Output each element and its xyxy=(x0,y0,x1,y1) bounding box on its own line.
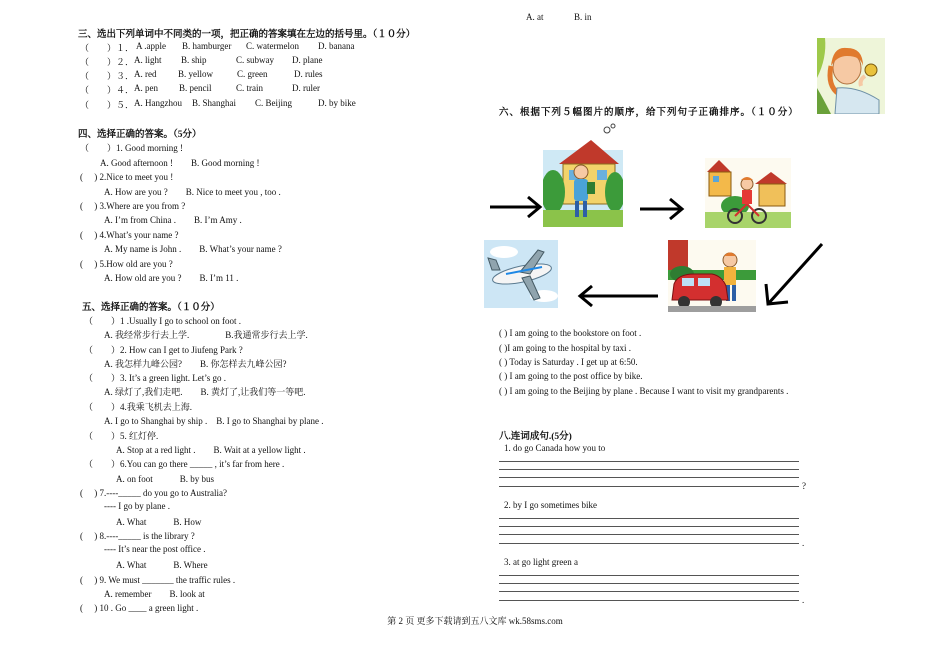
sec4-q2[interactable]: ( ) 2.Nice to meet you ! xyxy=(80,172,174,182)
answer-line[interactable] xyxy=(499,600,799,601)
sec5-q10[interactable]: ( ) 10 . Go ____ a green light . xyxy=(80,603,199,613)
sec5-opts1: A. 我经常步行去上学. B.我通常步行去上学. xyxy=(104,330,308,340)
sec5-opts4: A. I go to Shanghai by ship . B. I go to Shanghai by plane . xyxy=(104,416,324,426)
picture-girl-waking xyxy=(817,38,885,114)
top-opt-b: B. in xyxy=(574,12,592,22)
sec3-opt-d-5: D. by bike xyxy=(318,98,356,108)
arrow-down-left xyxy=(760,240,824,310)
sec4-q5[interactable]: ( ) 5.How old are you ? xyxy=(80,259,173,269)
sec5-opts2: A. 我怎样九峰公园? B. 你怎样去九峰公园? xyxy=(104,359,287,369)
sec8-words-2: 2. by I go sometimes bike xyxy=(504,500,597,510)
sec5-q5[interactable]: （ ）5. 红灯停. xyxy=(84,431,159,441)
top-opt-a: A. at xyxy=(526,12,544,22)
sec4-opts1: A. Good afternoon ! B. Good morning ! xyxy=(100,158,260,168)
sec6-sentence-3[interactable]: ( ) Today is Saturday . I get up at 6:50. xyxy=(499,357,638,367)
sec5-opts3: A. 绿灯了,我们走吧. B. 黄灯了,让我们等一等吧. xyxy=(104,387,306,397)
sec4-opts3: A. I’m from China . B. I’m Amy . xyxy=(104,215,242,225)
sec3-opt-b-3: B. yellow xyxy=(178,69,213,79)
sec8-end-2: . xyxy=(802,538,805,548)
answer-line[interactable] xyxy=(499,583,799,584)
sec5-q8[interactable]: ( ) 8.----_____ is the library ? xyxy=(80,531,195,541)
sec5-q7[interactable]: ( ) 7.----_____ do you go to Australia? xyxy=(80,488,227,498)
picture-taxi xyxy=(668,240,756,312)
sec4-q3[interactable]: ( ) 3.Where are you from ? xyxy=(80,201,186,211)
sec3-opt-d-3: D. rules xyxy=(294,69,323,79)
sec8-end-1: ? xyxy=(802,481,806,491)
sec3-opt-c-4: C. train xyxy=(236,83,263,93)
sec3-opt-a-4: A. pen xyxy=(134,83,158,93)
page-footer: 第 2 页 更多下载请到五八文库 wk.58sms.com xyxy=(387,616,563,626)
answer-line[interactable] xyxy=(499,543,799,544)
sec5-q1[interactable]: （ ）1 .Usually I go to school on foot . xyxy=(84,316,241,326)
sec3-title: 三、选出下列单词中不同类的一项，把正确的答案填在左边的括号里。（１０分） xyxy=(78,30,416,40)
sec4-opts4: A. My name is John . B. What’s your name ? xyxy=(104,244,282,254)
sec3-paren-3[interactable]: （ ）３． xyxy=(80,71,135,81)
sec6-title: 六、根据下列５幅图片的顺序，给下列句子正确排序。（１０分） xyxy=(499,108,799,118)
sec3-opt-b-4: B. pencil xyxy=(179,83,212,93)
arrow-right-2 xyxy=(638,197,686,221)
sec5-q6[interactable]: （ ）6.You can go there _____ , it’s far from here . xyxy=(84,459,285,469)
sec4-opts2: A. How are you ? B. Nice to meet you , too . xyxy=(104,187,281,197)
answer-line[interactable] xyxy=(499,477,799,478)
answer-line[interactable] xyxy=(499,486,799,487)
sec5-reply7: ---- I go by plane . xyxy=(104,501,170,511)
answer-line[interactable] xyxy=(499,469,799,470)
sec5-opts5: A. Stop at a red light . B. Wait at a yellow light . xyxy=(116,445,306,455)
sec3-opt-a-1: A .apple xyxy=(136,41,166,51)
sec3-opt-b-1: B. hamburger xyxy=(182,41,232,51)
sec5-opts9: A. remember B. look at xyxy=(104,589,205,599)
sec3-opt-c-3: C. green xyxy=(237,69,268,79)
sec5-opts7: A. What B. How xyxy=(116,517,202,527)
sec8-words-3: 3. at go light green a xyxy=(504,557,578,567)
sec4-opts5: A. How old are you ? B. I’m 11 . xyxy=(104,273,239,283)
sec3-opt-c-1: C. watermelon xyxy=(246,41,299,51)
sec5-opts8: A. What B. Where xyxy=(116,560,208,570)
arrow-left xyxy=(576,284,660,308)
sec3-opt-c-5: C. Beijing xyxy=(255,98,293,108)
sec5-opts6: A. on foot B. by bus xyxy=(116,474,215,484)
sec4-q1[interactable]: （ ）1. Good morning ! xyxy=(80,143,183,153)
sec3-opt-c-2: C. subway xyxy=(236,55,274,65)
sec3-paren-4[interactable]: （ ）４． xyxy=(80,85,135,95)
picture-airplane xyxy=(484,240,558,308)
sec3-opt-b-5: B. Shanghai xyxy=(192,98,236,108)
sec3-paren-1[interactable]: （ ）１． xyxy=(80,43,135,53)
sec6-sentence-5[interactable]: ( ) I am going to the Beijing by plane . Because I want to visit my grandparents . xyxy=(499,386,789,396)
sec4-title: 四、选择正确的答案。（5分） xyxy=(78,130,202,140)
picture-boy-bike xyxy=(705,158,791,228)
sec5-reply8: ---- It’s near the post office . xyxy=(104,544,206,554)
sec3-opt-d-1: D. banana xyxy=(318,41,355,51)
sec5-q4[interactable]: （ ）4.我乘飞机去上海. xyxy=(84,402,193,412)
picture-boy-walking xyxy=(543,122,623,227)
answer-line[interactable] xyxy=(499,575,799,576)
sec6-sentence-1[interactable]: ( ) I am going to the bookstore on foot . xyxy=(499,328,642,338)
sec5-title: 五、选择正确的答案。（１０分） xyxy=(82,303,220,313)
sec3-opt-a-5: A. Hangzhou xyxy=(134,98,182,108)
sec5-q3[interactable]: （ ）3. It’s a green light. Let’s go . xyxy=(84,373,226,383)
arrow-right-1 xyxy=(488,195,544,219)
sec8-end-3: . xyxy=(802,595,805,605)
answer-line[interactable] xyxy=(499,534,799,535)
sec6-sentence-4[interactable]: ( ) I am going to the post office by bike. xyxy=(499,371,643,381)
answer-line[interactable] xyxy=(499,591,799,592)
sec3-paren-5[interactable]: （ ）５． xyxy=(80,100,135,110)
sec3-paren-2[interactable]: （ ）２． xyxy=(80,57,135,67)
sec6-sentence-2[interactable]: ( )I am going to the hospital by taxi . xyxy=(499,343,631,353)
sec8-title: 八.连词成句.(5分) xyxy=(499,432,572,442)
sec5-q2[interactable]: （ ）2. How can I get to Jiufeng Park ? xyxy=(84,345,243,355)
sec3-opt-a-3: A. red xyxy=(134,69,157,79)
answer-line[interactable] xyxy=(499,461,799,462)
answer-line[interactable] xyxy=(499,526,799,527)
sec4-q4[interactable]: ( ) 4.What’s your name ? xyxy=(80,230,179,240)
answer-line[interactable] xyxy=(499,518,799,519)
sec8-words-1: 1. do go Canada how you to xyxy=(504,443,606,453)
sec3-opt-d-2: D. plane xyxy=(292,55,323,65)
sec3-opt-b-2: B. ship xyxy=(181,55,207,65)
sec3-opt-d-4: D. ruler xyxy=(292,83,320,93)
sec5-q9[interactable]: ( ) 9. We must _______ the traffic rules . xyxy=(80,575,236,585)
sec3-opt-a-2: A. light xyxy=(134,55,162,65)
